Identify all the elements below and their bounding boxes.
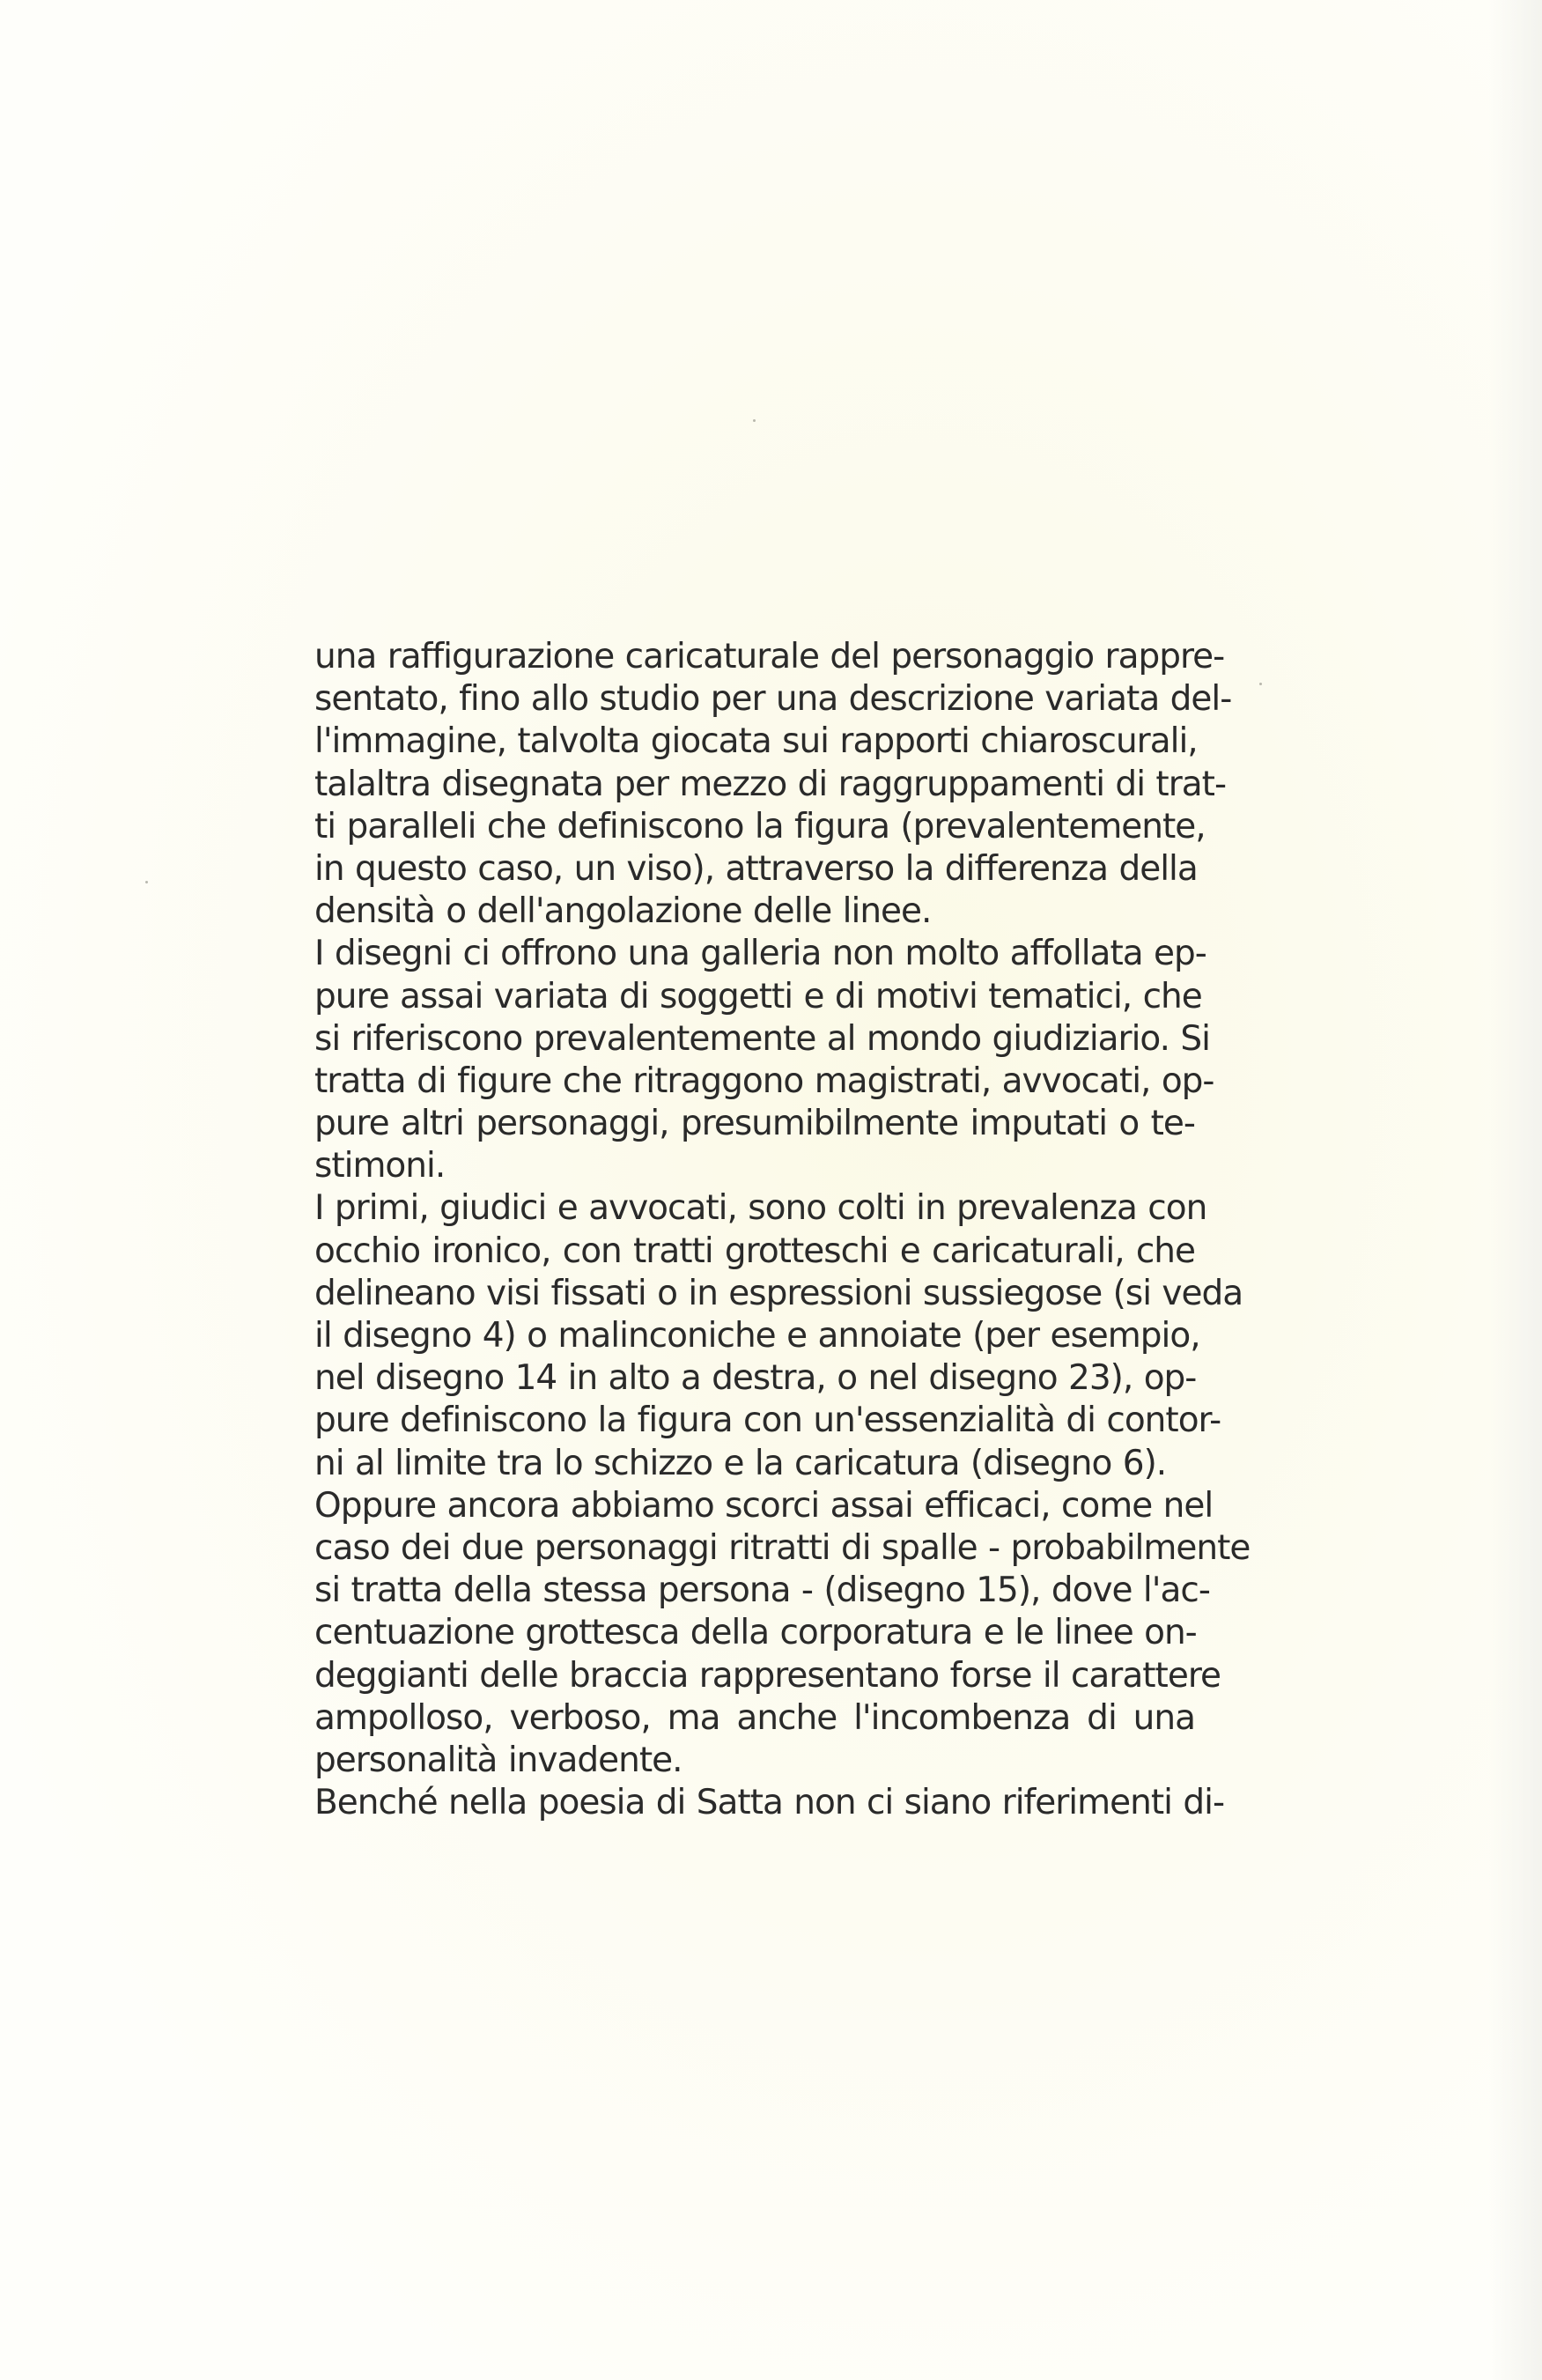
text-line: I primi, giudici e avvocati, sono colti in prevalenza con	[314, 1188, 1207, 1229]
text-line: densità o dell'angolazione delle linee.	[314, 891, 932, 932]
text-line: si riferiscono prevalentemente al mondo giudiziario. Si	[314, 1018, 1210, 1059]
text-line: nel disegno 14 in alto a destra, o nel disegno 23), op-	[314, 1358, 1197, 1399]
text-line: sentato, fino allo studio per una descrizione variata del-	[314, 679, 1232, 720]
text-line: centuazione grottesca della corporatura e le linee on-	[314, 1613, 1197, 1653]
text-line: l'immagine, talvolta giocata sui rapporti chiaroscurali,	[314, 721, 1198, 762]
text-line: pure assai variata di soggetti e di motivi tematici, che	[314, 976, 1202, 1016]
text-line: personalità invadente.	[314, 1740, 682, 1780]
text-line: caso dei due personaggi ritratti di spalle - probabilmente	[314, 1527, 1251, 1568]
text-line: occhio ironico, con tratti grotteschi e caricaturali, che	[314, 1231, 1195, 1271]
paper-speck	[1259, 683, 1262, 685]
text-line: ni al limite tra lo schizzo e la caricatura (disegno 6).	[314, 1443, 1167, 1483]
text-line: pure altri personaggi, presumibilmente imputati o te-	[314, 1104, 1195, 1144]
text-line: ti paralleli che definiscono la figura (prevalentemente,	[314, 806, 1206, 846]
text-line: talaltra disegnata per mezzo di raggruppamenti di trat-	[314, 764, 1227, 804]
paper-speck	[145, 881, 148, 883]
text-line: ampolloso, verboso, ma anche l'incombenza di una	[314, 1697, 1195, 1738]
text-line: tratta di figure che ritraggono magistrati, avvocati, op-	[314, 1061, 1214, 1101]
text-line: in questo caso, un viso), attraverso la differenza della	[314, 848, 1198, 889]
text-line: pure definiscono la figura con un'essenzialità di contor-	[314, 1401, 1221, 1441]
text-line: si tratta della stessa persona - (disegno 15), dove l'ac-	[314, 1571, 1210, 1611]
page-edge-shadow	[1489, 0, 1542, 2380]
text-line: delineano visi fissati o in espressioni sussiegose (si veda	[314, 1273, 1243, 1313]
text-line: stimoni.	[314, 1146, 446, 1186]
text-line: il disegno 4) o malinconiche e annoiate (per esempio,	[314, 1316, 1200, 1356]
text-line: deggianti delle braccia rappresentano forse il carattere	[314, 1655, 1221, 1696]
text-line: una raffigurazione caricaturale del personaggio rappre-	[314, 637, 1225, 676]
text-line: Benché nella poesia di Satta non ci siano riferimenti di-	[314, 1783, 1225, 1823]
text-line: Oppure ancora abbiamo scorci assai efficaci, come nel	[314, 1485, 1214, 1526]
text-line: I disegni ci offrono una galleria non molto affollata ep-	[314, 934, 1206, 974]
paper-speck	[753, 419, 756, 422]
body-text	[314, 636, 1251, 1824]
